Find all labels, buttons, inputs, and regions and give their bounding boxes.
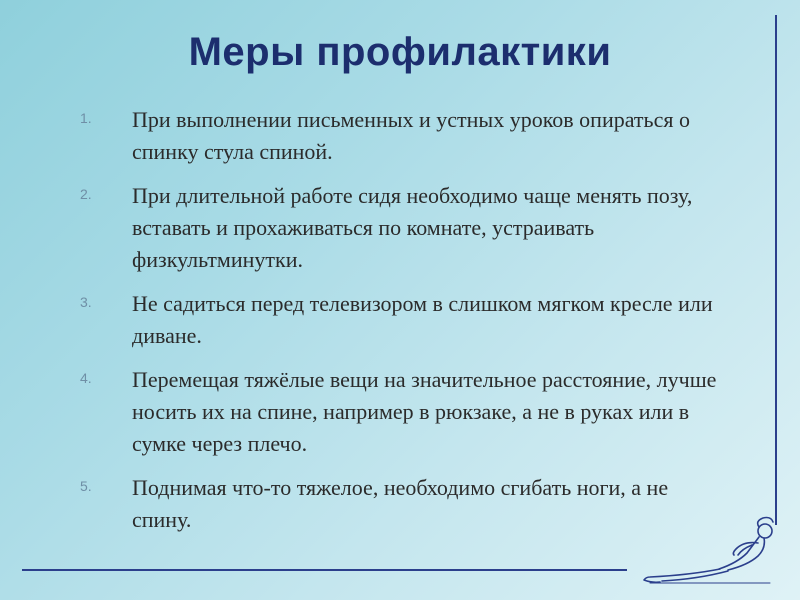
list-item (80, 104, 720, 168)
exercising-person-icon (640, 515, 785, 585)
slide-title: Меры профилактики (188, 30, 612, 74)
list-item-text: Перемещая тяжёлые вещи на значительное расстояние, лучше носить их на спине, например в рюкзаке, а не в руках или в сумке через плечо. (132, 367, 717, 456)
list-item-number: 3. (80, 294, 92, 310)
horizontal-decor-line (22, 569, 627, 571)
list-item-number: 1. (80, 110, 92, 126)
prevention-list (80, 104, 720, 548)
list-item-text: При длительной работе сидя необходимо чаще менять позу, вставать и прохаживаться по комнате, устраивать физкультминутки. (132, 183, 693, 272)
list-item (80, 180, 720, 276)
list-item (80, 472, 720, 536)
list-item-text: Не садиться перед телевизором в слишком мягком кресле или диване. (132, 291, 713, 348)
list-item-number: 2. (80, 186, 92, 202)
list-item-number: 4. (80, 370, 92, 386)
list-item-text: Поднимая что-то тяжелое, необходимо сгибать ноги, а не спину. (132, 475, 669, 532)
vertical-decor-line (775, 15, 777, 525)
list-item-number: 5. (80, 478, 92, 494)
list-item-text: При выполнении письменных и устных уроков опираться о спинку стула спиной. (132, 107, 690, 164)
list-item (80, 364, 720, 460)
list-item (80, 288, 720, 352)
